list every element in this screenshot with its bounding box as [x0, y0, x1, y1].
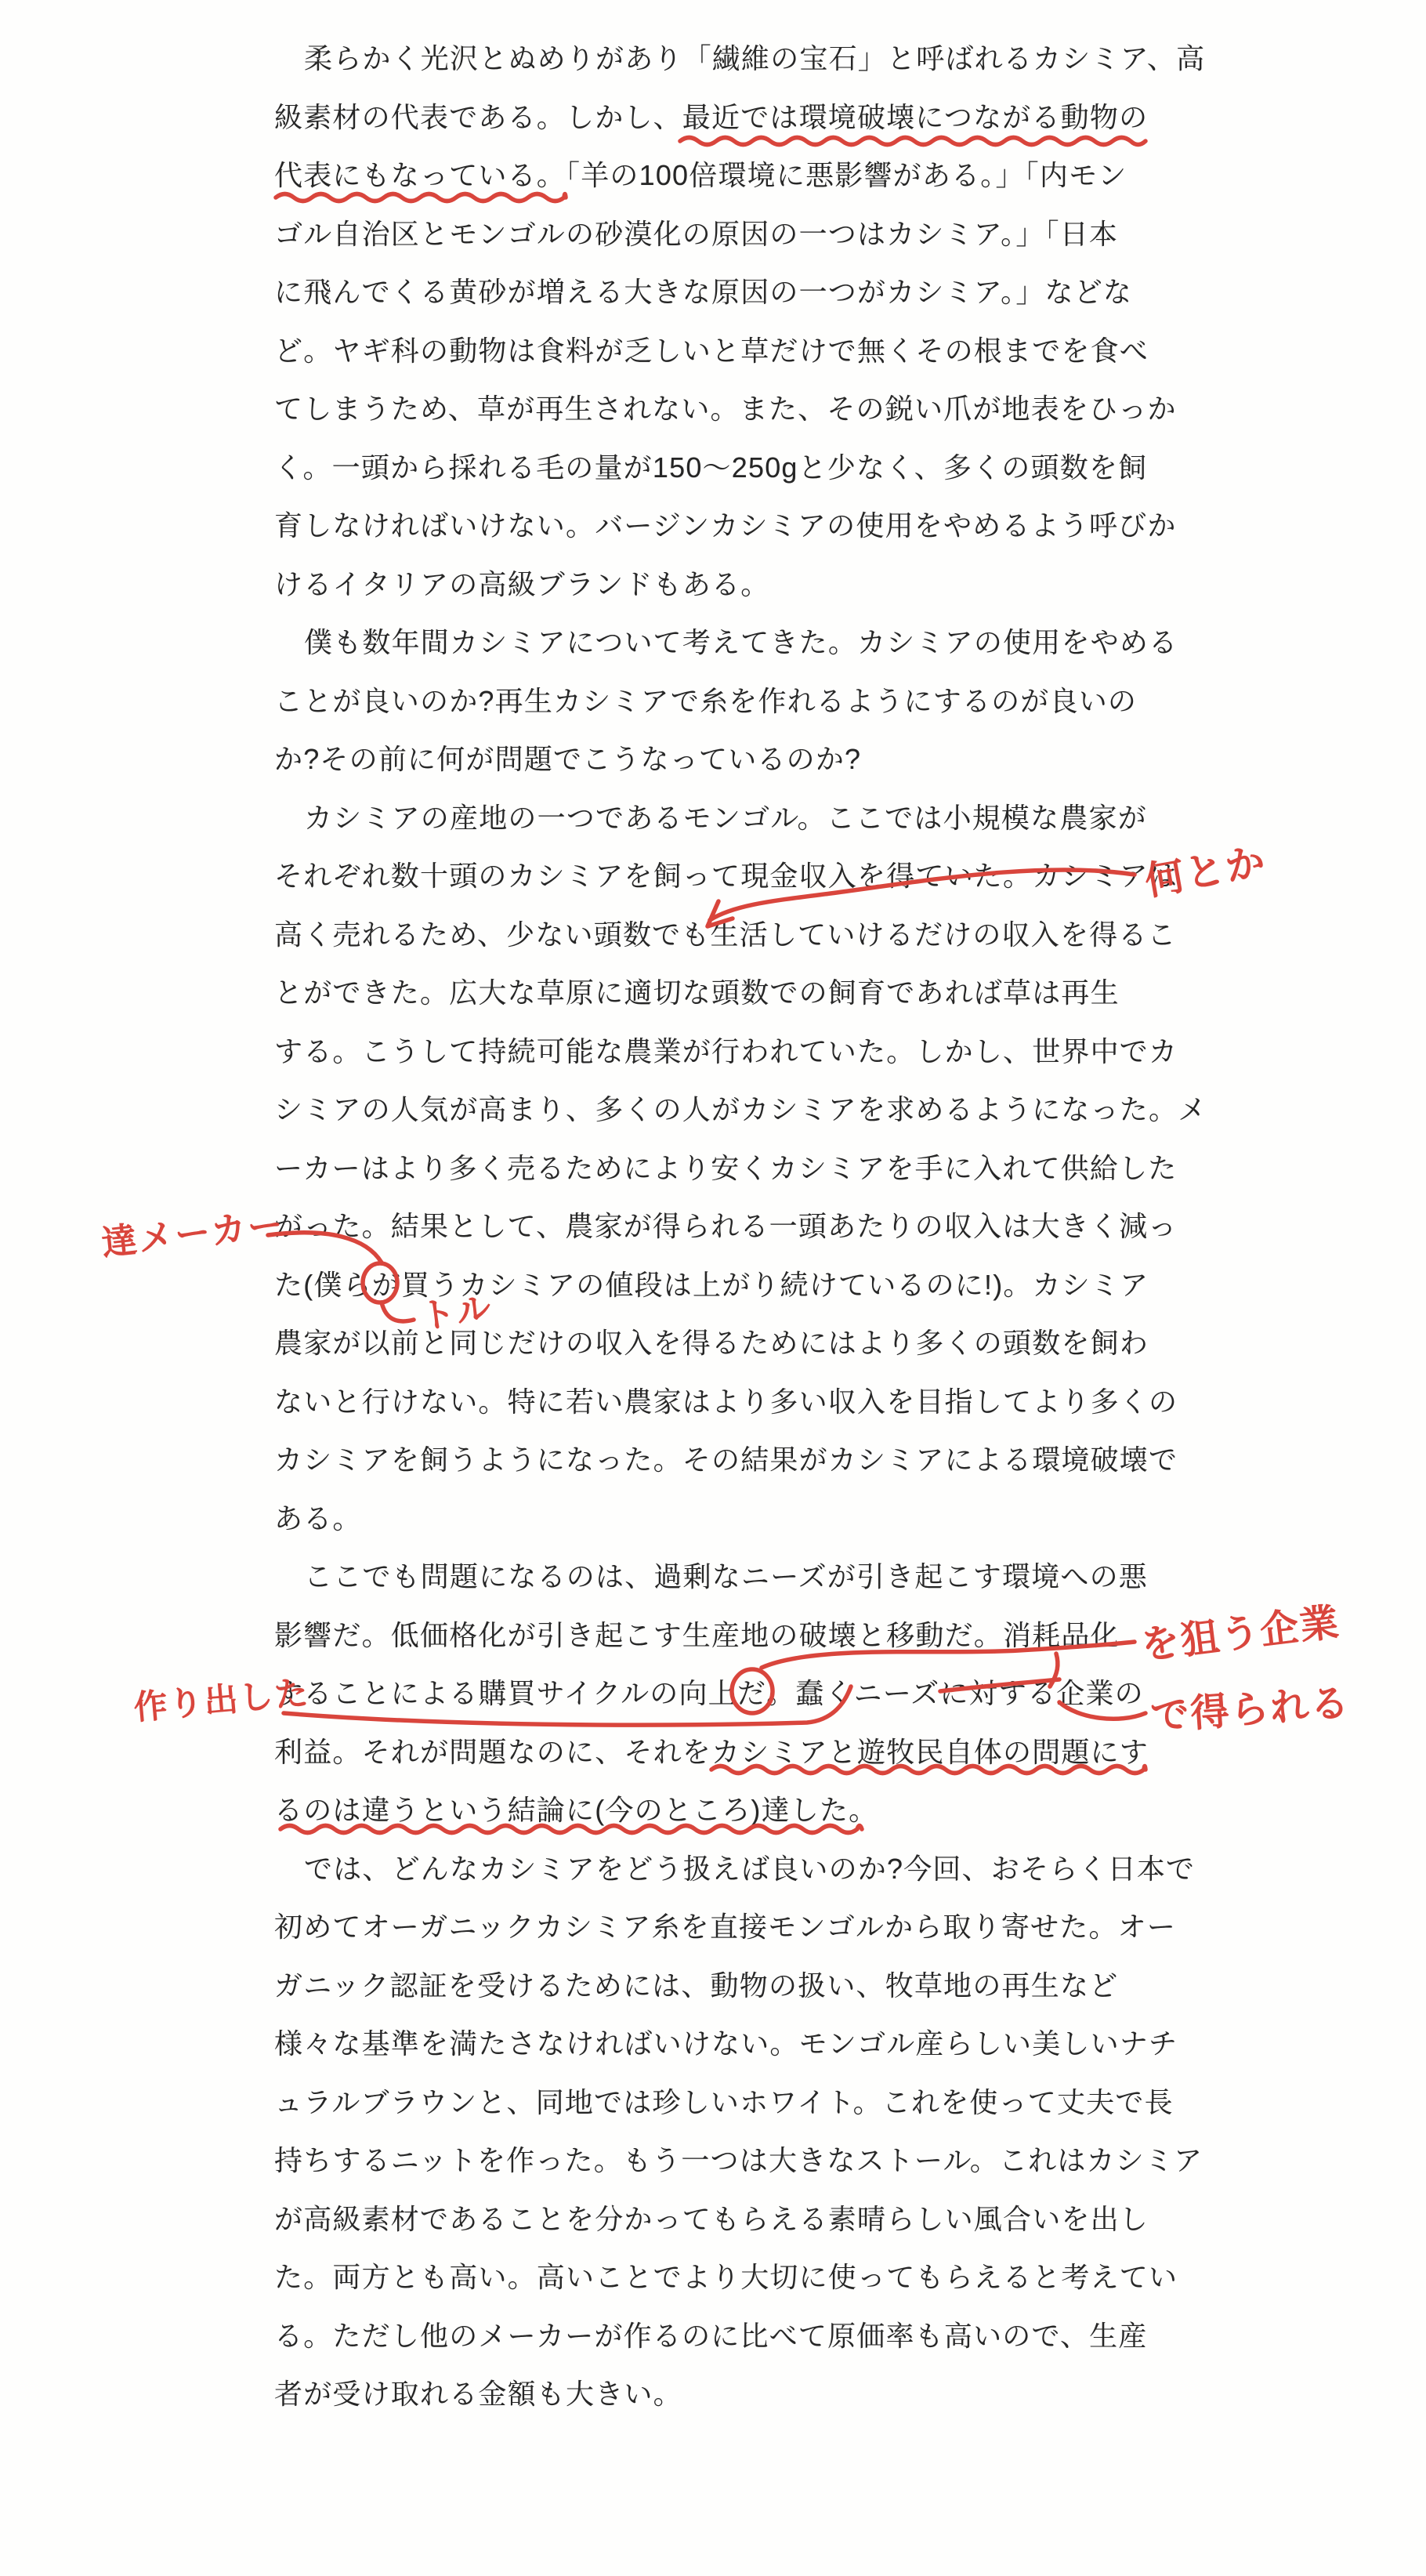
text-line: することによる購買サイクルの向上だ。蠢くニーズに対する企業の	[274, 1677, 1144, 1709]
text-line: 様々な基準を満たさなければいけない。モンゴル産らしい美しいナチ	[274, 2027, 1178, 2060]
text-line: ガニック認証を受けるためには、動物の扱い、牧草地の再生など	[274, 1969, 1119, 2002]
text-line: 者が受け取れる金額も大きい。	[274, 2378, 682, 2410]
text-line: ーカーはより多く売るためにより安くカシミアを手に入れて供給した	[274, 1151, 1178, 1184]
text-line: ど。ヤギ科の動物は食料が乏しいと草だけで無くその根までを食べ	[274, 334, 1149, 367]
text-line: た。両方とも高い。高いことでより大切に使ってもらえると考えてい	[274, 2261, 1178, 2293]
text-line: に飛んでくる黄砂が増える大きな原因の一つがカシミア。」などな	[274, 276, 1133, 308]
text-line: ここでも問題になるのは、過剰なニーズが引き起こす環境への悪	[304, 1560, 1149, 1592]
handwritten-note-toru: トル	[418, 1288, 495, 1337]
text-line: てしまうため、草が再生されない。また、その鋭い爪が地表をひっか	[274, 393, 1177, 425]
text-line: る。ただし他のメーカーが作るのに比べて原価率も高いので、生産	[274, 2319, 1148, 2352]
handwritten-note-de-erareru: で得られる	[1149, 1682, 1352, 1738]
text-line: カシミアを飼うようになった。その結果がカシミアによる環境破壊で	[274, 1444, 1178, 1476]
text-line: 利益。それが問題なのに、それをカシミアと遊牧民自体の問題にす	[274, 1735, 1149, 1768]
text-line: 代表にもなっている。「羊の100倍環境に悪影響がある。」「内モン	[274, 159, 1127, 191]
text-line: が高級素材であることを分かってもらえる素晴らしい風合いを出し	[274, 2202, 1149, 2235]
text-line: する。こうして持続可能な農業が行われていた。しかし、世界中でカ	[274, 1034, 1178, 1067]
text-line: 持ちするニットを作った。もう一つは大きなストール。これはカシミア	[274, 2144, 1203, 2176]
handwritten-note-nantoka: 何とか	[1142, 839, 1270, 904]
text-line: ある。	[274, 1502, 362, 1534]
text-line: けるイタリアの高級ブランドもある。	[274, 567, 770, 600]
text-line: カシミアの産地の一つであるモンゴル。ここでは小規模な農家が	[304, 801, 1147, 834]
text-line: シミアの人気が高まり、多くの人がカシミアを求めるようになった。メ	[274, 1093, 1207, 1125]
text-line: ュラルブラウンと、同地では珍しいホワイト。これを使って丈夫で長	[274, 2085, 1174, 2118]
text-line: 柔らかく光沢とぬめりがあり「繊維の宝石」と呼ばれるカシミア、高	[304, 42, 1206, 74]
text-line: ないと行けない。特に若い農家はより多い収入を目指してより多くの	[274, 1385, 1178, 1418]
text-line: 農家が以前と同じだけの収入を得るためにはより多くの頭数を飼わ	[274, 1327, 1149, 1359]
text-line: 初めてオーガニックカシミア糸を直接モンゴルから取り寄せた。オー	[274, 1911, 1177, 1943]
text-line: では、どんなカシミアをどう扱えば良いのか?今回、おそらく日本で	[304, 1852, 1196, 1885]
handwritten-note-tsukuridashita: 作り出した	[132, 1674, 312, 1727]
text-line: それぞれ数十頭のカシミアを飼って現金収入を得ていた。カシミアは	[274, 860, 1178, 892]
text-line: ゴル自治区とモンゴルの砂漠化の原因の一つはカシミア。」「日本	[274, 217, 1119, 250]
text-line: く。一頭から採れる毛の量が150〜250gと少なく、多くの頭数を飼	[274, 451, 1148, 484]
text-line: るのは違うという結論に(今のところ)達した。	[274, 1794, 878, 1826]
text-line: がった。結果として、農家が得られる一頭あたりの収入は大きく減っ	[274, 1210, 1178, 1242]
handwritten-note-tatsu-maker: 達メーカー	[100, 1204, 287, 1263]
text-line: 影響だ。低価格化が引き起こす生産地の破壊と移動だ。消耗品化	[274, 1618, 1120, 1651]
text-line: 育しなければいけない。バージンカシミアの使用をやめるよう呼びか	[274, 509, 1177, 542]
handwritten-note-wo-nerau-kigyo: を狙う企業	[1138, 1600, 1343, 1668]
text-line: ことが良いのか?再生カシミアで糸を作れるようにするのが良いの	[274, 684, 1138, 717]
text-line: た(僕らが買うカシミアの値段は上がり続けているのに!)。カシミア	[274, 1268, 1149, 1301]
text-line: 僕も数年間カシミアについて考えてきた。カシミアの使用をやめる	[304, 626, 1178, 658]
text-line: か?その前に何が問題でこうなっているのか?	[274, 743, 862, 775]
text-line: 高く売れるため、少ない頭数でも生活していけるだけの収入を得るこ	[274, 918, 1177, 951]
text-line: 級素材の代表である。しかし、最近では環境破壊につながる動物の	[274, 100, 1149, 133]
text-line: とができた。広大な草原に適切な頭数での飼育であれば草は再生	[274, 976, 1120, 1009]
